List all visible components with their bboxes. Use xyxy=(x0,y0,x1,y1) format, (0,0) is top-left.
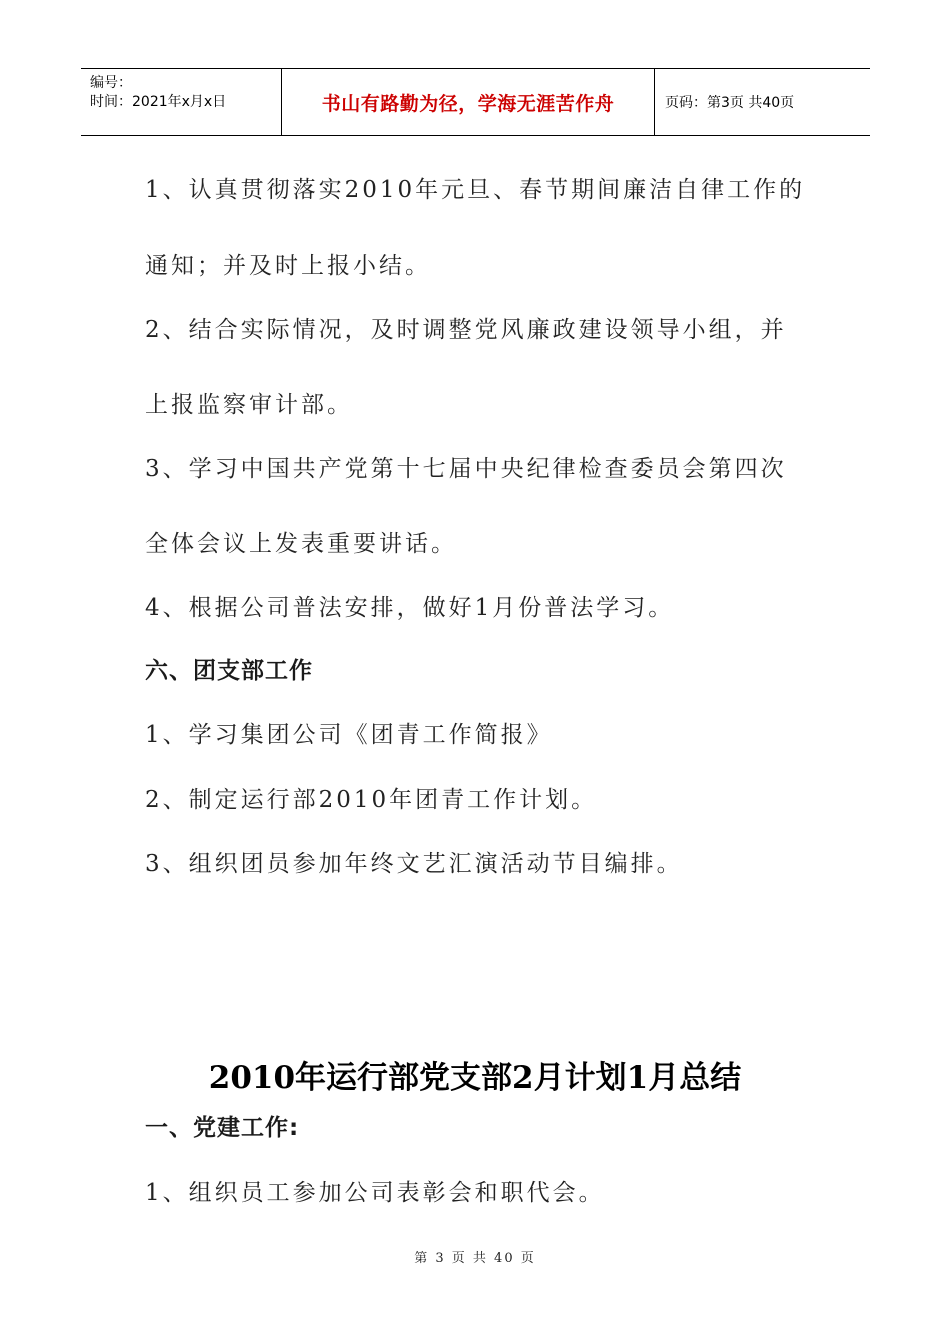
header-motto: 书山有路勤为径，学海无涯苦作舟 xyxy=(321,92,615,115)
body-paragraph: 上报监察审计部。 xyxy=(145,392,353,418)
document-time-label: 时间：2021年x月x日 xyxy=(90,94,227,110)
section-heading: 六、团支部工作 xyxy=(145,658,313,684)
header-page-info: 页码：第3页 共40页 xyxy=(665,95,795,111)
body-paragraph: 4、根据公司普法安排，做好1月份普法学习。 xyxy=(145,595,675,621)
list-item: 3、组织团员参加年终文艺汇演活动节目编排。 xyxy=(145,851,683,877)
header-motto-cell xyxy=(281,69,655,135)
list-item: 2、制定运行部2010年团青工作计划。 xyxy=(145,787,598,813)
body-paragraph: 2、结合实际情况，及时调整党风廉政建设领导小组，并 xyxy=(145,317,787,343)
page-footer: 第 3 页 共 40 页 xyxy=(414,1251,536,1266)
document-header xyxy=(81,68,870,136)
section-heading: 一、党建工作: xyxy=(145,1115,300,1141)
body-paragraph: 通知；并及时上报小结。 xyxy=(145,253,431,279)
body-paragraph: 3、学习中国共产党第十七届中央纪律检查委员会第四次 xyxy=(145,456,787,482)
list-item: 1、组织员工参加公司表彰会和职代会。 xyxy=(145,1180,605,1206)
body-paragraph: 全体会议上发表重要讲话。 xyxy=(145,531,457,557)
document-title: 2010年运行部党支部2月计划1月总结 xyxy=(208,1060,742,1096)
list-item: 1、学习集团公司《团青工作简报》 xyxy=(145,722,553,748)
document-number-label: 编号： xyxy=(90,75,132,91)
header-page-cell xyxy=(655,69,870,135)
header-meta-cell xyxy=(81,69,281,135)
body-paragraph: 1、认真贯彻落实2010年元旦、春节期间廉洁自律工作的 xyxy=(145,177,806,203)
